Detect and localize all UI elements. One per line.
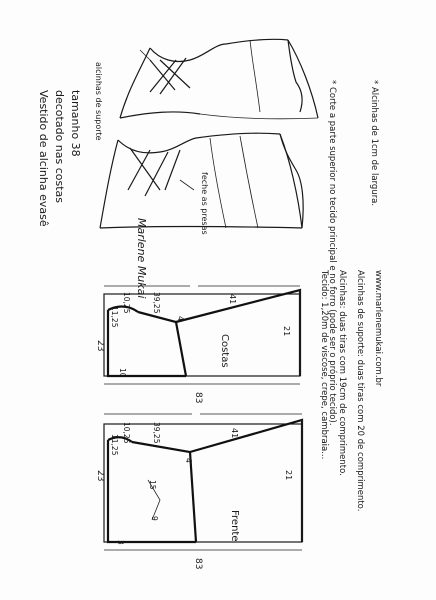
frente-dim-83: 83 <box>193 558 203 570</box>
frente-armhole <box>132 442 196 542</box>
costas-dim-3925: 39,25 <box>152 292 161 314</box>
costas-label: Costas <box>219 334 230 368</box>
costas-dim-4: 4 <box>176 316 185 321</box>
costas-dim-1125: 11,25 <box>110 306 119 328</box>
costas-dim-41: 41 <box>228 294 237 305</box>
materials-site: www.marlenemukai.com.br <box>373 270 383 387</box>
materials-tecido: Tecido: 1,20m de viscose, crepe, cambraia... <box>319 270 329 460</box>
frente-dim-3: 3 <box>116 540 125 545</box>
costas-dim-10: 10 <box>118 368 127 378</box>
title-block <box>37 90 82 227</box>
title-line-2: decotado nas costas <box>53 90 66 204</box>
sketch-label-suporte: alcinhas de suporte <box>94 62 103 141</box>
note-1: * Corte a parte superior no tecido principal e no forro (pode ser o próprio tecido). <box>327 80 337 426</box>
frente-dim-9: 9 <box>150 516 159 521</box>
frente-dim-3925: 39,25 <box>152 422 161 444</box>
costas-dim-1025: 10,25 <box>122 292 131 314</box>
costas-skirt-side <box>176 290 300 376</box>
frente-dim-41: 41 <box>230 428 239 439</box>
frente-dim-1025: 10,25 <box>122 422 131 444</box>
note-2: * Alcinhas de 1cm de largura. <box>369 80 379 207</box>
costas-dim-width: 23 <box>95 340 105 352</box>
materials-suporte: Alcinhas de suporte: duas tiras com 20 de comprimento. <box>355 270 365 512</box>
frente-bodice-edge <box>108 440 196 542</box>
sketch-arrow-2 <box>180 180 194 190</box>
frente-dim-21: 21 <box>284 470 293 481</box>
frente-dim-width: 23 <box>95 470 105 482</box>
costas-dim-21: 21 <box>282 326 291 337</box>
costas-dim-83: 83 <box>193 392 203 404</box>
frente-dim-1125: 11,25 <box>110 434 119 456</box>
costas-pattern <box>104 286 300 384</box>
title-line-1: Vestido de alcinha evasê <box>37 90 50 227</box>
title-line-3: tamanho 38 <box>69 90 82 157</box>
frente-skirt-side <box>190 420 302 542</box>
frente-dim-15: 15 <box>148 480 157 490</box>
frente-dim-4: 4 <box>184 458 193 463</box>
sketch-label-presas: feche as presas <box>200 172 209 235</box>
frente-label: Frente <box>229 510 240 542</box>
dress-sketch-back <box>120 39 318 119</box>
frente-pattern <box>104 414 302 550</box>
signature: Marlene Mukai <box>135 218 148 299</box>
costas-outline <box>104 294 300 376</box>
materials-alcinhas: Alcinhas: duas tiras com 19cm de comprimento. <box>337 270 347 476</box>
